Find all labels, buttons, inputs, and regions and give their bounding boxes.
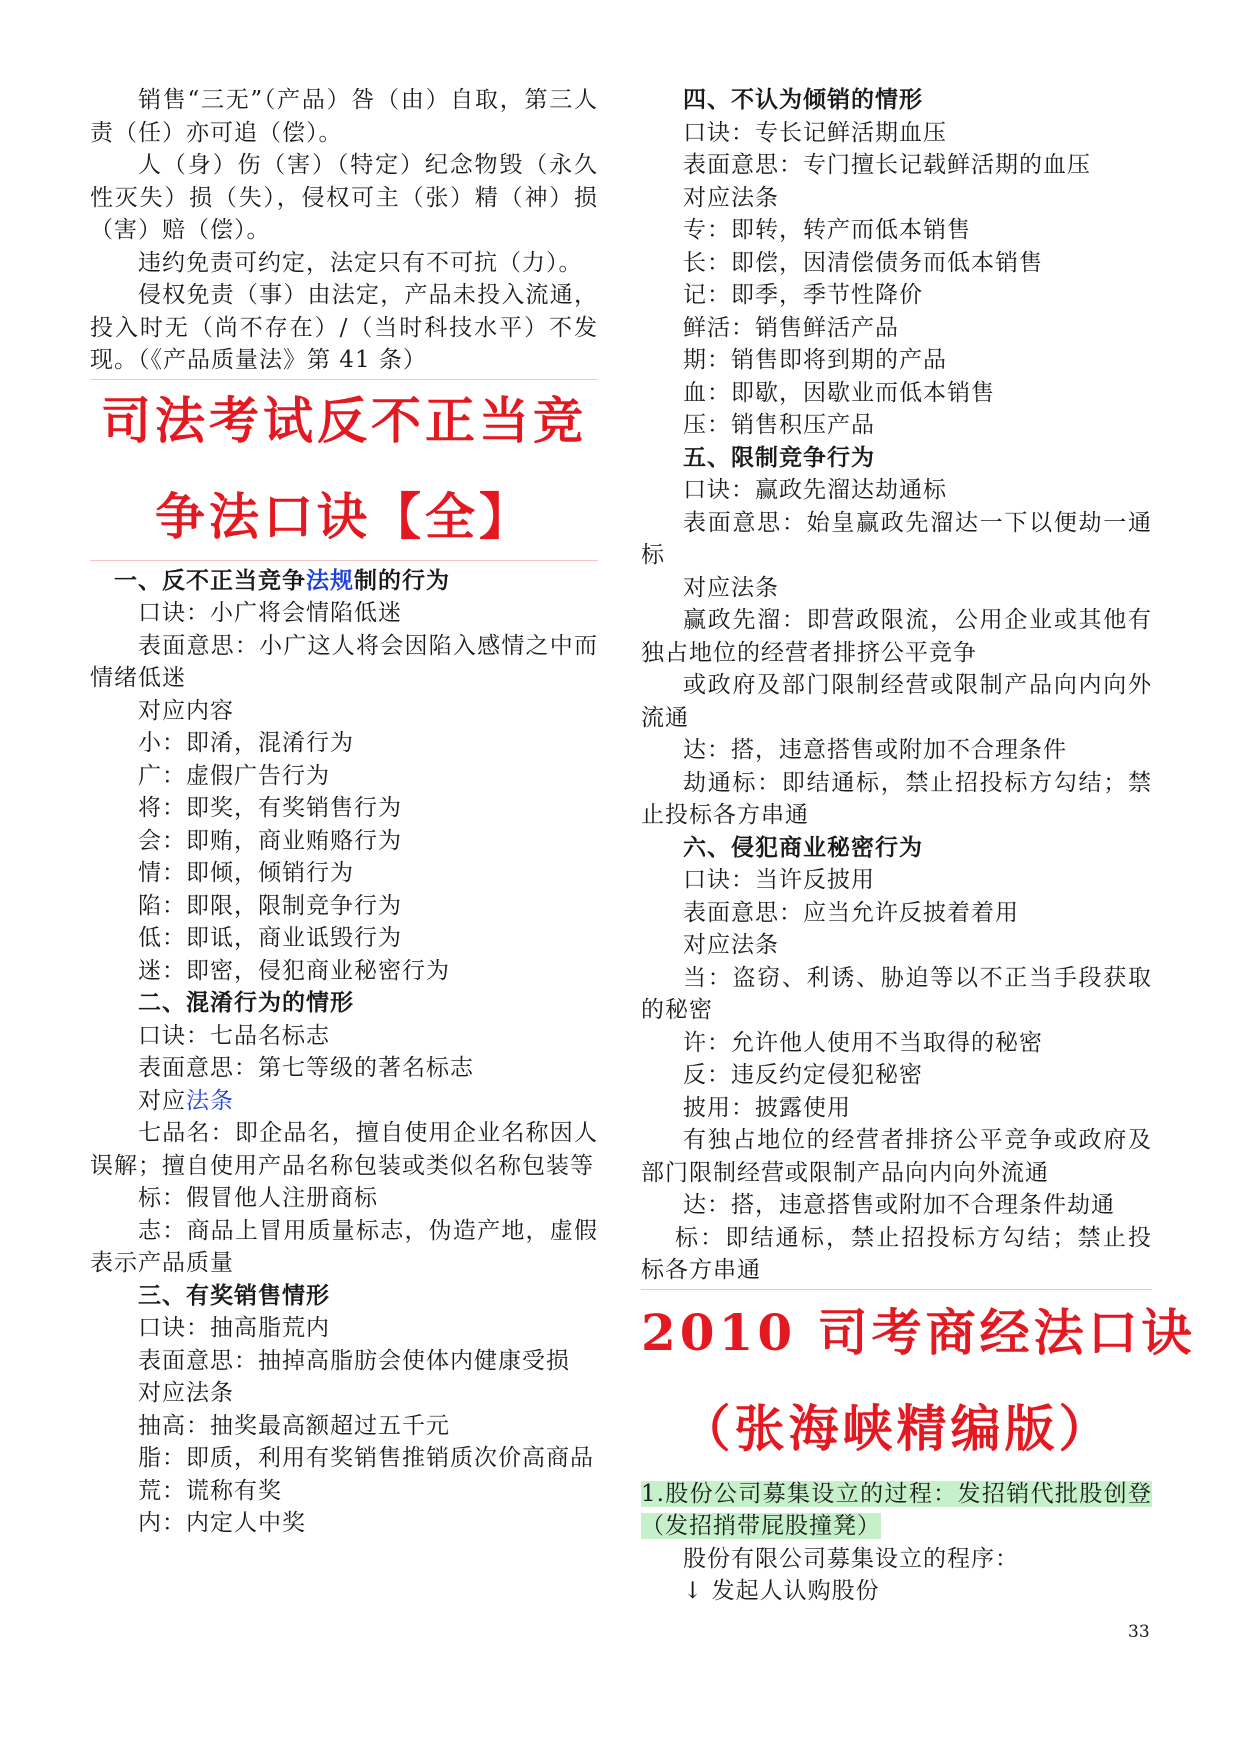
s5-line: 赢政先溜：即营政限流，公用企业或其他有独占地位的经营者排挤公平竞争 xyxy=(641,607,1152,666)
s5-line: 劫通标：即结通标，禁止招投标方勾结；禁止投标各方串通 xyxy=(641,769,1152,828)
s4-line: 记：即季，季节性降价 xyxy=(683,282,923,308)
section-heading-1 xyxy=(90,565,598,598)
s6-line: 标：即结通标，禁止招投标方勾结；禁止投标各方串通 xyxy=(641,1224,1152,1283)
s2-line: 志：商品上冒用质量标志，伪造产地，虚假表示产品质量 xyxy=(90,1217,598,1276)
s5-line: 表面意思：始皇赢政先溜达一下以便劫一通标 xyxy=(641,509,1152,568)
s1-line: 陷：即限，限制竞争行为 xyxy=(138,892,402,919)
section-heading-6: 六、侵犯商业秘密行为 xyxy=(683,833,923,861)
s6-line: 披用：披露使用 xyxy=(683,1094,851,1121)
s1-line: 将：即奖，有奖销售行为 xyxy=(138,795,402,821)
highlighted-item xyxy=(641,1478,1152,1543)
highlight-text: 1.股份公司募集设立的过程：发招销代批股创登（发招捎带屁股撞凳） xyxy=(641,1480,1152,1539)
page-number: 33 xyxy=(1128,1622,1150,1642)
s3-line: 对应法条 xyxy=(138,1380,234,1406)
s6-line: 达：搭，违意搭售或附加不合理条件劫通 xyxy=(683,1192,1115,1218)
intro-paragraph-4: 侵权免责（事）由法定，产品未投入流通，投入时无（尚不存在）/（当时科技水平）不发现。（《产品质量法》第 41 条） xyxy=(90,282,598,373)
s1-line: 对应内容 xyxy=(138,697,234,724)
section-heading-1-post: 制的行为 xyxy=(354,566,450,594)
s3-line: 内：内定人中奖 xyxy=(138,1510,306,1536)
section-heading-1-pre: 一、反不正当竞争 xyxy=(114,566,306,594)
s3-line: 抽高：抽奖最高额超过五千元 xyxy=(138,1412,450,1439)
link-fagui[interactable]: 法规 xyxy=(306,566,354,594)
s4-line: 专：即转，转产而低本销售 xyxy=(683,217,971,243)
s5-line: 口诀：赢政先溜达劫通标 xyxy=(683,477,947,503)
link-fatiao[interactable]: 法条 xyxy=(186,1087,234,1114)
s2-duiying-line xyxy=(90,1085,598,1118)
s1-line: 口诀：小广将会情陷低迷 xyxy=(138,600,402,626)
divider xyxy=(641,1289,1152,1290)
s6-line: 许：允许他人使用不当取得的秘密 xyxy=(683,1029,1043,1056)
s1-line: 迷：即密，侵犯商业秘密行为 xyxy=(138,957,450,984)
title2-line-1: 2010 司考商经法口诀 xyxy=(641,1302,1196,1362)
title-line-2: 争法口诀【全】 xyxy=(155,486,533,546)
divider xyxy=(90,560,598,561)
s2-duiying-pre: 对应 xyxy=(138,1087,186,1114)
title-line-1: 司法考试反不正当竞 xyxy=(101,390,587,450)
s4-line: 鲜活：销售鲜活产品 xyxy=(683,314,899,341)
s3-line: 口诀：抽高脂荒内 xyxy=(138,1315,330,1341)
intro-paragraph-2: 人（身）伤（害）（特定）纪念物毁（永久性灭失）损（失），侵权可主（张）精（神）损（害）赔（偿）。 xyxy=(90,152,598,243)
divider xyxy=(90,379,598,380)
s6-line: 反：违反约定侵犯秘密 xyxy=(683,1062,923,1088)
s4-line: 压：销售积压产品 xyxy=(683,412,875,438)
s5-line: 达：搭，违意搭售或附加不合理条件 xyxy=(683,737,1067,763)
s1-line: 会：即贿，商业贿赂行为 xyxy=(138,827,402,854)
s4-line: 血：即歇，因歇业而低本销售 xyxy=(683,379,995,406)
intro-paragraph-1: 销售“三无”（产品）咎（由）自取，第三人责（任）亦可追（偿）。 xyxy=(90,87,598,146)
s3-line: 表面意思：抽掉高脂肪会使体内健康受损 xyxy=(138,1347,570,1374)
section-heading-4: 四、不认为倾销的情形 xyxy=(683,86,923,113)
s2-line: 七品名：即企品名，擅自使用企业名称因人误解；擅自使用产品名称包装或类似名称包装等 xyxy=(90,1120,598,1179)
s6-line: 口诀：当许反披用 xyxy=(683,867,875,893)
s1-line: 广：虚假广告行为 xyxy=(138,762,330,789)
section-heading-5: 五、限制竞争行为 xyxy=(683,443,875,471)
s1-line: 小：即淆，混淆行为 xyxy=(138,730,354,756)
s2-line: 标：假冒他人注册商标 xyxy=(138,1185,378,1211)
right-column xyxy=(641,84,1196,1608)
intro-paragraph-3: 违约免责可约定，法定只有不可抗（力）。 xyxy=(138,249,583,276)
tail-line: ↓ 发起人认购股份 xyxy=(683,1578,880,1604)
s2-line: 口诀：七品名标志 xyxy=(138,1022,330,1049)
s1-line: 情：即倾，倾销行为 xyxy=(138,860,354,886)
s4-line: 期：销售即将到期的产品 xyxy=(683,347,947,373)
s5-line: 对应法条 xyxy=(683,574,779,601)
s2-line: 表面意思：第七等级的著名标志 xyxy=(138,1055,474,1081)
s4-line: 长：即偿，因清偿债务而低本销售 xyxy=(683,249,1043,276)
s5-line: 或政府及部门限制经营或限制产品向内向外流通 xyxy=(641,672,1152,731)
s3-line: 荒：谎称有奖 xyxy=(138,1477,282,1504)
tail-line: 股份有限公司募集设立的程序： xyxy=(683,1545,1019,1572)
s4-line: 对应法条 xyxy=(683,184,779,211)
s6-line: 当：盗窃、利诱、胁迫等以不正当手段获取的秘密 xyxy=(641,964,1152,1023)
s4-line: 口诀：专长记鲜活期血压 xyxy=(683,119,947,146)
section-heading-3: 三、有奖销售情形 xyxy=(138,1281,330,1309)
left-column xyxy=(90,84,598,1540)
s6-line: 对应法条 xyxy=(683,932,779,958)
s3-line: 脂：即质，利用有奖销售推销质次价高商品 xyxy=(138,1445,594,1471)
s6-line: 有独占地位的经营者排挤公平竞争或政府及部门限制经营或限制产品向内向外流通 xyxy=(641,1127,1152,1186)
section-heading-2: 二、混淆行为的情形 xyxy=(138,989,354,1016)
s1-line: 低：即诋，商业诋毁行为 xyxy=(138,925,402,951)
s1-line: 表面意思：小广这人将会因陷入感情之中而情绪低迷 xyxy=(90,632,598,691)
title2-line-2: （张海峡精编版） xyxy=(680,1398,1113,1458)
s4-line: 表面意思：专门擅长记载鲜活期的血压 xyxy=(683,152,1091,178)
s6-line: 表面意思：应当允许反披着着用 xyxy=(683,899,1019,926)
